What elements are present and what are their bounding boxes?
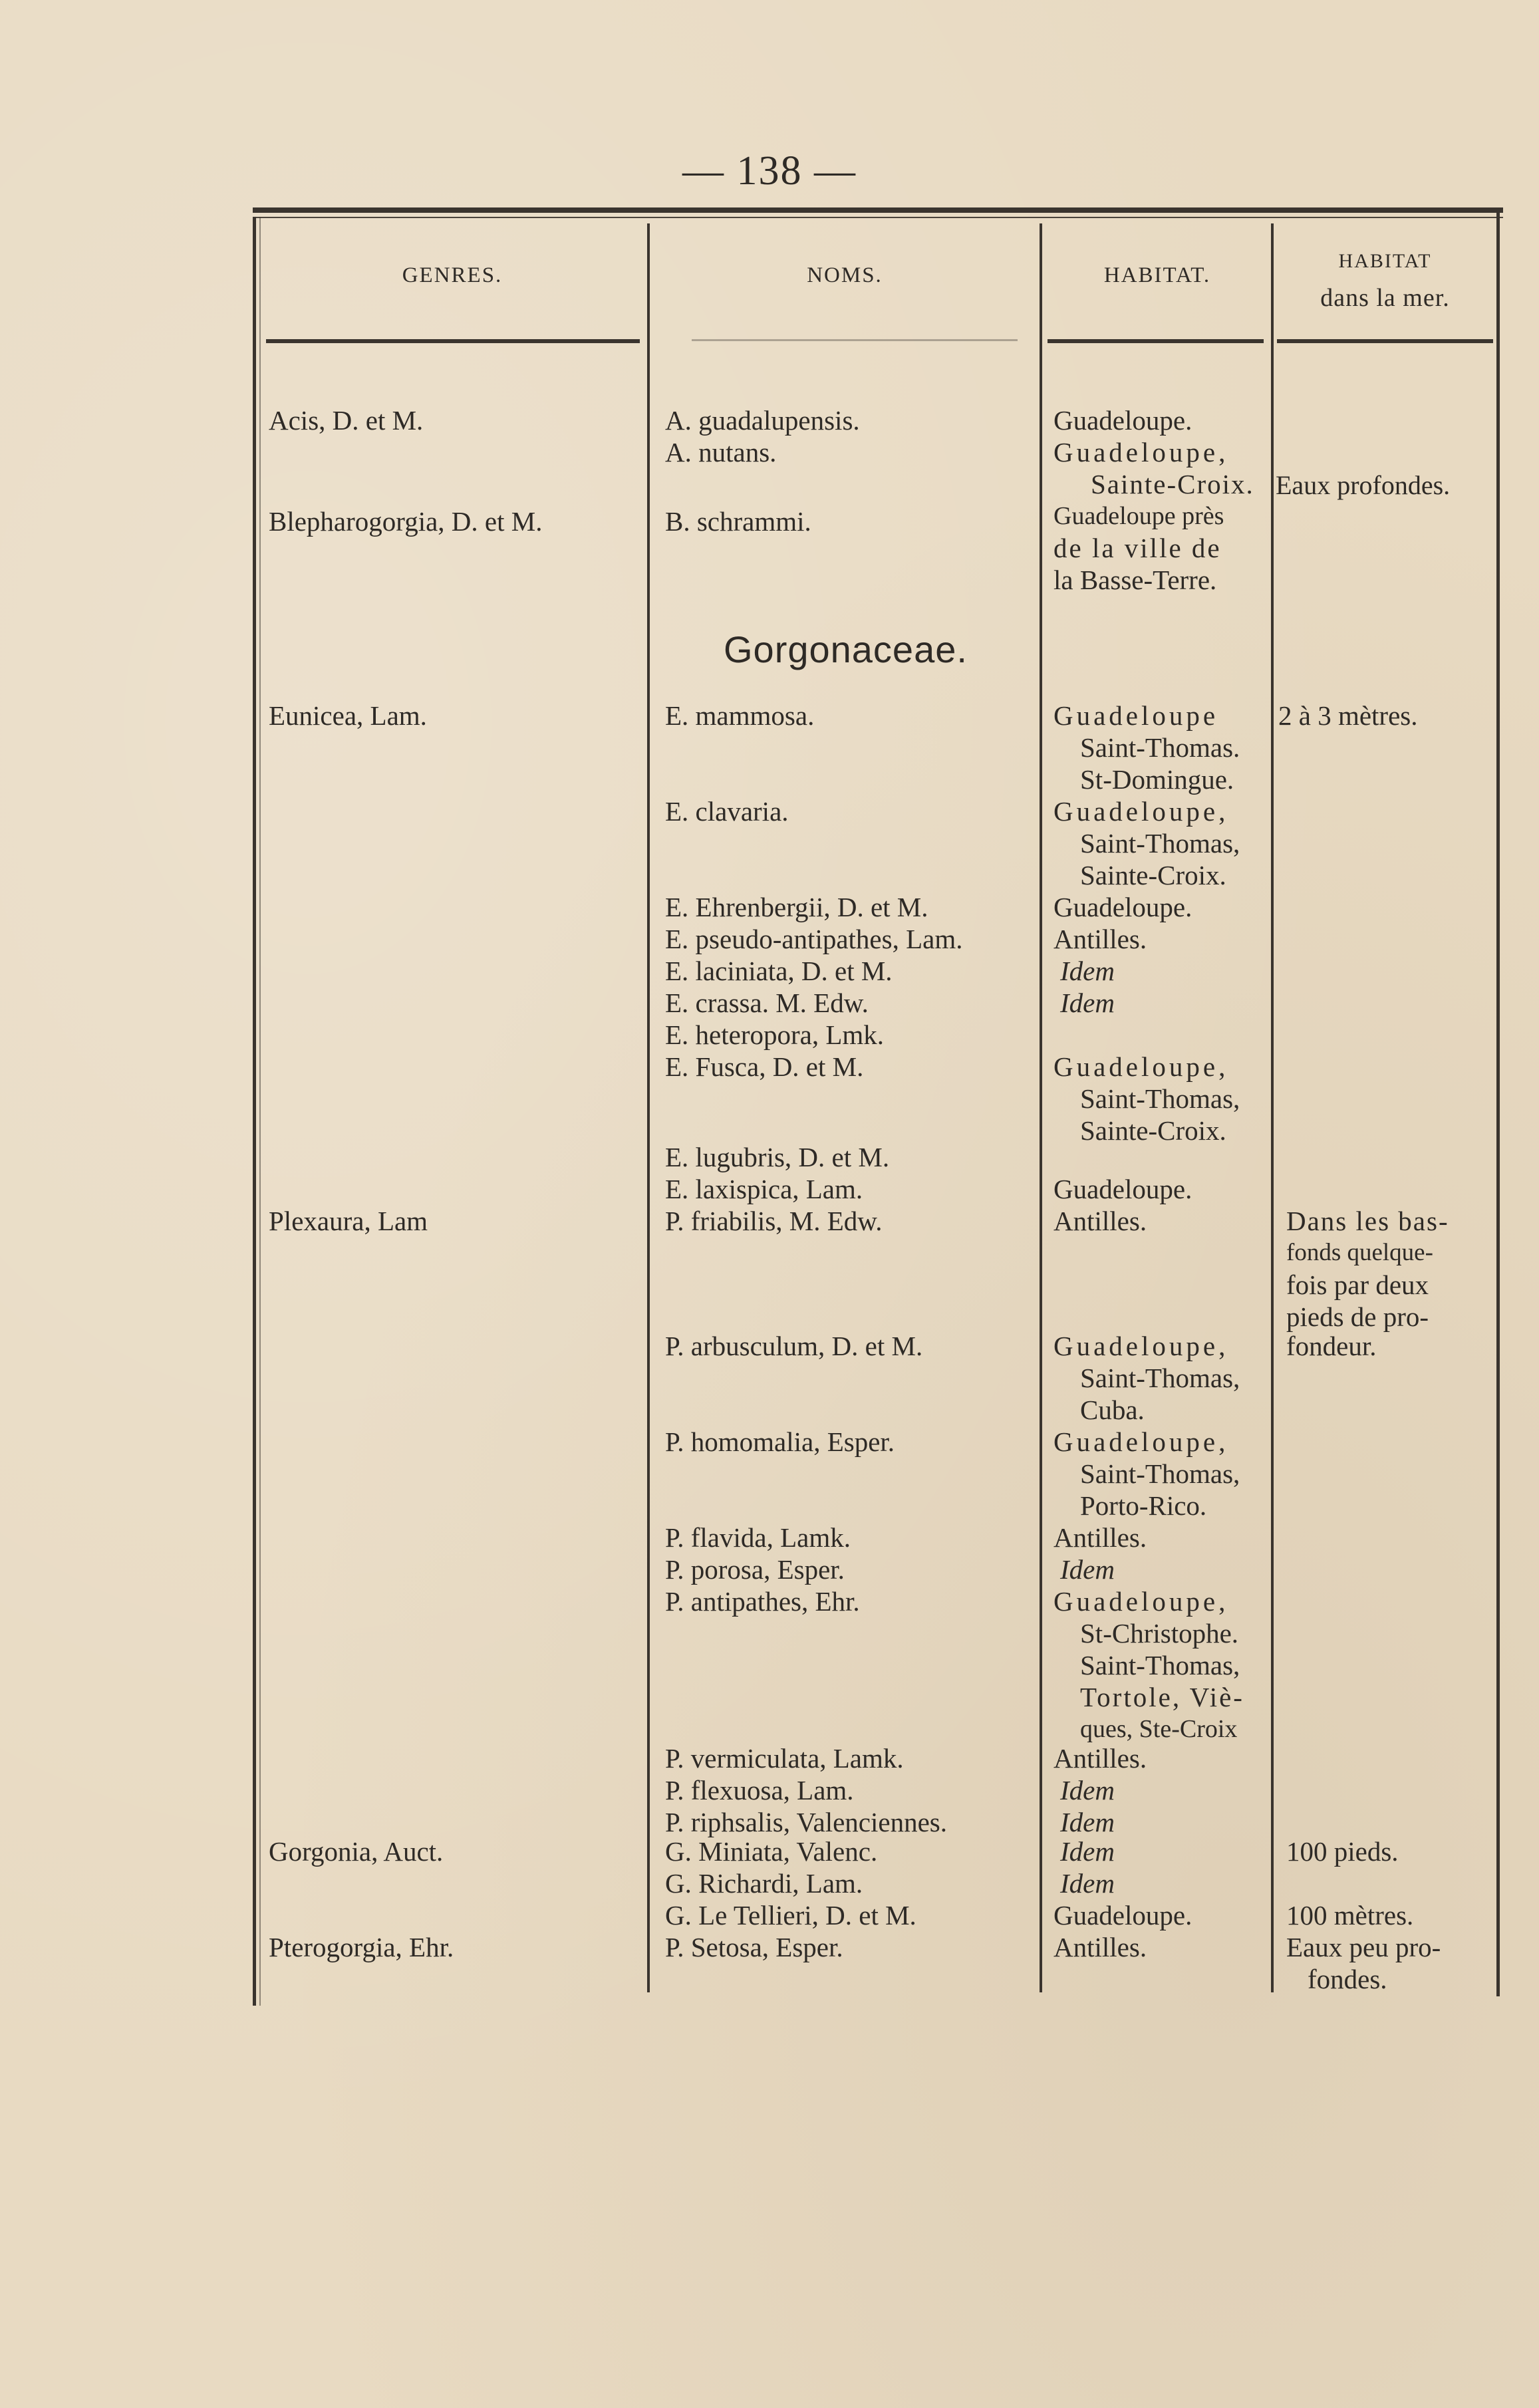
- habitat-cell: Guadeloupe,: [1053, 1426, 1229, 1457]
- nom-cell: E. laxispica, Lam.: [665, 1174, 863, 1204]
- nom-cell: E. mammosa.: [665, 700, 815, 731]
- header-habitat: HABITAT.: [1103, 263, 1211, 287]
- habitat-cell: Idem: [1060, 1868, 1115, 1899]
- nom-cell: P. homomalia, Esper.: [665, 1426, 895, 1457]
- habitat-cell: St-Christophe.: [1080, 1618, 1239, 1649]
- habitat-cell: de la ville de: [1053, 533, 1222, 563]
- header-rule-noms: [692, 339, 1018, 341]
- nom-cell: P. vermiculata, Lamk.: [665, 1743, 904, 1774]
- nom-cell: A. guadalupensis.: [665, 405, 860, 436]
- habitat-cell: Guadeloupe.: [1053, 1900, 1192, 1931]
- mer-cell: 100 pieds.: [1286, 1836, 1399, 1867]
- page-number: — 138 —: [682, 148, 857, 194]
- habitat-cell: Antilles.: [1053, 1743, 1147, 1774]
- habitat-cell: Guadeloupe: [1053, 700, 1219, 731]
- nom-cell: P. flavida, Lamk.: [665, 1522, 851, 1553]
- habitat-cell: Antilles.: [1053, 1522, 1147, 1553]
- header-habitat-mer-2: dans la mer.: [1320, 284, 1450, 312]
- header-rule-habitat: [1048, 339, 1264, 343]
- table-right-border: [1496, 207, 1500, 1996]
- column-divider-noms-habitat: [1040, 223, 1042, 1992]
- nom-cell: G. Richardi, Lam.: [665, 1868, 863, 1899]
- habitat-cell: Sainte-Croix.: [1080, 860, 1226, 890]
- nom-cell: E. Fusca, D. et M.: [665, 1051, 864, 1082]
- habitat-cell: Guadeloupe.: [1053, 405, 1192, 436]
- habitat-cell: Saint-Thomas.: [1080, 732, 1240, 763]
- nom-cell: E. lugubris, D. et M.: [665, 1142, 890, 1172]
- mer-cell: Dans les bas-: [1286, 1206, 1449, 1236]
- nom-cell: P. friabilis, M. Edw.: [665, 1206, 883, 1236]
- mer-cell: Eaux peu pro-: [1286, 1932, 1441, 1962]
- nom-cell: P. Setosa, Esper.: [665, 1932, 843, 1962]
- habitat-cell: Saint-Thomas,: [1080, 1083, 1240, 1114]
- habitat-cell: Idem: [1060, 988, 1115, 1018]
- nom-cell: E. heteropora, Lmk.: [665, 1019, 885, 1050]
- habitat-cell: Guadeloupe,: [1053, 437, 1229, 468]
- habitat-cell: Porto-Rico.: [1080, 1490, 1207, 1521]
- nom-cell: E. laciniata, D. et M.: [665, 956, 893, 986]
- nom-cell: E. clavaria.: [665, 796, 789, 827]
- habitat-cell: Antilles.: [1053, 1932, 1147, 1962]
- habitat-cell: Saint-Thomas,: [1080, 1363, 1240, 1393]
- mer-cell: pieds de pro-: [1286, 1301, 1429, 1332]
- column-divider-habitat-mer: [1271, 223, 1274, 1992]
- habitat-cell: Sainte-Croix.: [1091, 469, 1254, 499]
- nom-cell: G. Miniata, Valenc.: [665, 1836, 878, 1867]
- habitat-cell: Saint-Thomas,: [1080, 828, 1240, 859]
- nom-cell: A. nutans.: [665, 437, 777, 468]
- genre-cell: Gorgonia, Auct.: [269, 1836, 444, 1867]
- mer-cell: fondeur.: [1286, 1331, 1377, 1361]
- habitat-cell: Antilles.: [1053, 1206, 1147, 1236]
- habitat-cell: Saint-Thomas,: [1080, 1650, 1240, 1680]
- habitat-cell: Guadeloupe près: [1053, 502, 1224, 530]
- mer-cell: fonds quelque-: [1286, 1239, 1433, 1266]
- nom-cell: P. arbusculum, D. et M.: [665, 1331, 923, 1361]
- nom-cell: P. antipathes, Ehr.: [665, 1586, 860, 1617]
- nom-cell: E. crassa. M. Edw.: [665, 988, 869, 1018]
- table-left-border-inner: [259, 217, 261, 2006]
- mer-cell: Eaux profondes.: [1276, 470, 1451, 500]
- habitat-cell: ques, Ste-Croix: [1080, 1715, 1238, 1743]
- header-genres: GENRES.: [402, 263, 503, 287]
- habitat-cell: Sainte-Croix.: [1080, 1115, 1226, 1146]
- habitat-cell: Guadeloupe,: [1053, 1586, 1229, 1617]
- habitat-cell: Idem: [1060, 1836, 1115, 1867]
- genre-cell: Pterogorgia, Ehr.: [269, 1932, 454, 1962]
- header-noms: NOMS.: [807, 263, 883, 287]
- column-divider-genres-noms: [647, 223, 650, 1992]
- table-top-rule: [253, 207, 1503, 213]
- genre-cell: Acis, D. et M.: [269, 405, 424, 436]
- table-top-rule-thin: [253, 217, 1503, 218]
- habitat-cell: Idem: [1060, 1554, 1115, 1585]
- mer-cell: fondes.: [1308, 1964, 1387, 1994]
- genre-cell: Plexaura, Lam: [269, 1206, 428, 1236]
- habitat-cell: Saint-Thomas,: [1080, 1458, 1240, 1489]
- section-title: Gorgonaceae.: [724, 628, 968, 670]
- nom-cell: P. flexuosa, Lam.: [665, 1775, 854, 1806]
- habitat-cell: St-Domingue.: [1080, 764, 1234, 795]
- header-habitat-mer-1: HABITAT: [1338, 250, 1432, 272]
- table-left-border: [253, 217, 256, 2006]
- header-rule-mer: [1277, 339, 1493, 343]
- habitat-cell: Antilles.: [1053, 924, 1147, 954]
- nom-cell: P. riphsalis, Valenciennes.: [665, 1807, 947, 1837]
- header-rule-genres: [266, 339, 640, 343]
- habitat-cell: Guadeloupe,: [1053, 1051, 1229, 1082]
- habitat-cell: Guadeloupe.: [1053, 892, 1192, 922]
- habitat-cell: Guadeloupe.: [1053, 1174, 1192, 1204]
- nom-cell: E. Ehrenbergii, D. et M.: [665, 892, 928, 922]
- nom-cell: E. pseudo-antipathes, Lam.: [665, 924, 963, 954]
- genre-cell: Blepharogorgia, D. et M.: [269, 506, 543, 537]
- habitat-cell: Idem: [1060, 1807, 1115, 1837]
- habitat-cell: Guadeloupe,: [1053, 1331, 1229, 1361]
- habitat-cell: Idem: [1060, 1775, 1115, 1806]
- habitat-cell: la Basse-Terre.: [1053, 565, 1217, 595]
- mer-cell: fois par deux: [1286, 1270, 1429, 1300]
- habitat-cell: Tortole, Viè-: [1080, 1682, 1244, 1712]
- habitat-cell: Idem: [1060, 956, 1115, 986]
- habitat-cell: Cuba.: [1080, 1395, 1145, 1425]
- mer-cell: 2 à 3 mètres.: [1278, 700, 1418, 731]
- genre-cell: Eunicea, Lam.: [269, 700, 427, 731]
- nom-cell: P. porosa, Esper.: [665, 1554, 845, 1585]
- habitat-cell: Guadeloupe,: [1053, 796, 1229, 827]
- mer-cell: 100 mètres.: [1286, 1900, 1414, 1931]
- nom-cell: B. schrammi.: [665, 506, 811, 537]
- nom-cell: G. Le Tellieri, D. et M.: [665, 1900, 916, 1931]
